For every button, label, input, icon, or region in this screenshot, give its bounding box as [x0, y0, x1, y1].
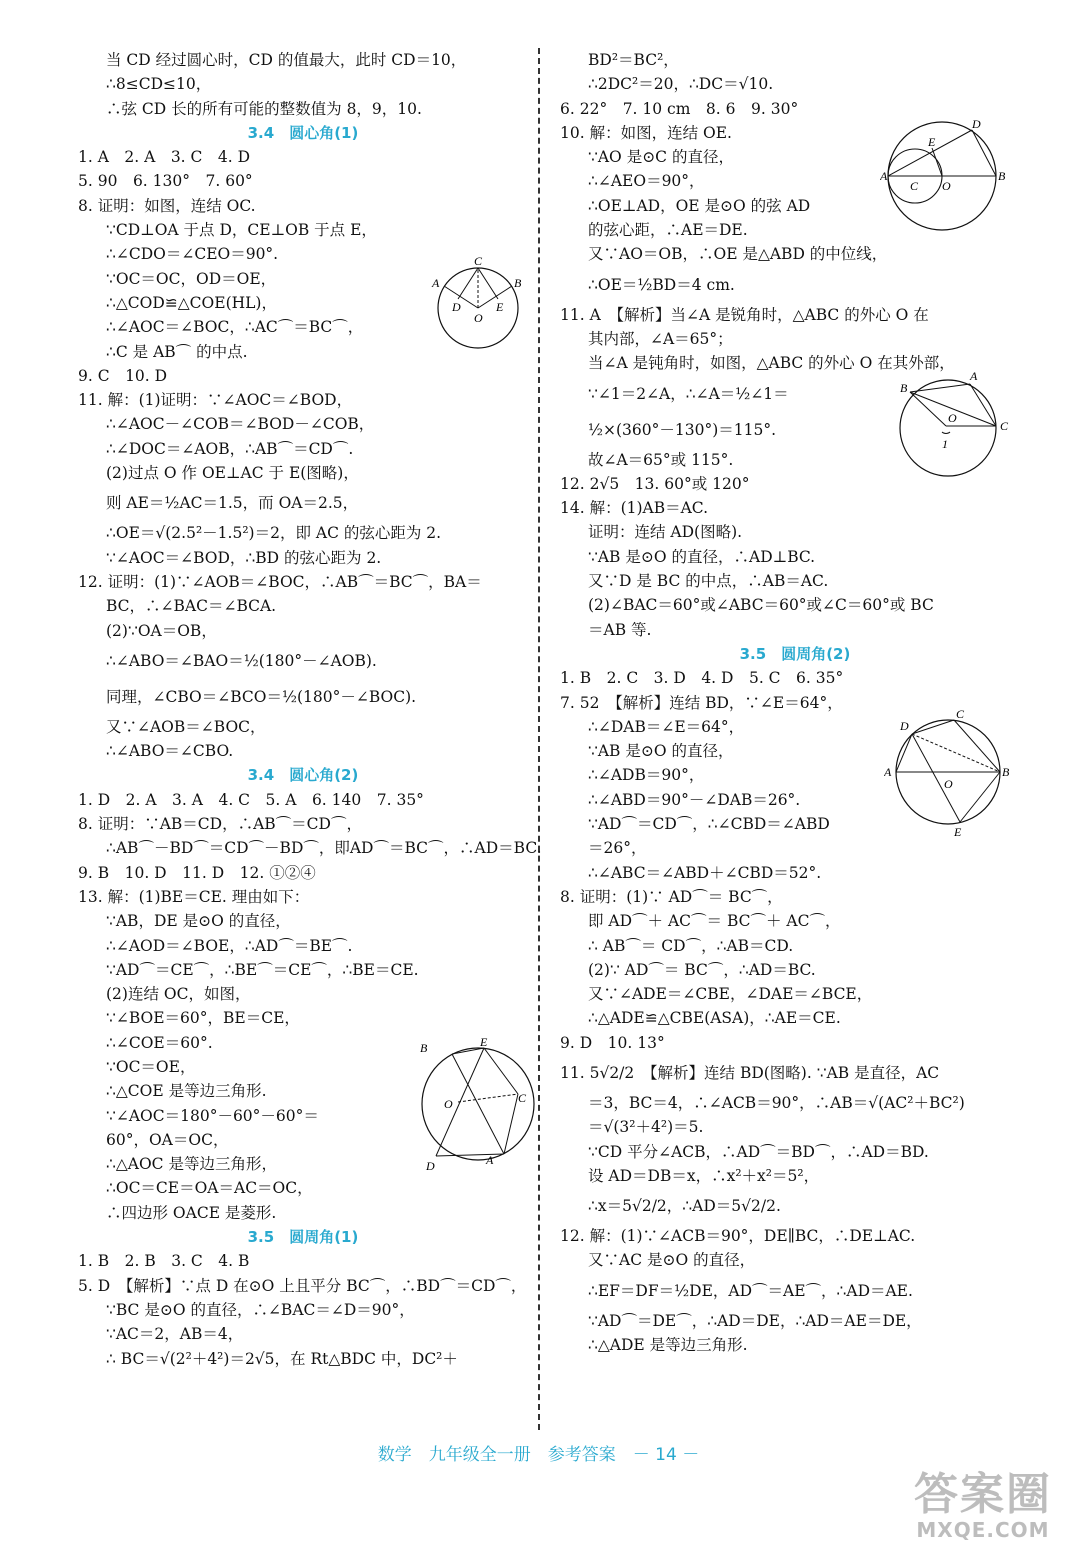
answer-line: 又∵D 是 BC 的中点，∴AB＝AC.	[588, 572, 829, 591]
answer-line: ∴∠AEO＝90°，	[588, 172, 705, 191]
answer-line: 11. 5√2/2 【解析】连结 BD(图略). ∵AB 是直径，AC	[560, 1063, 940, 1082]
answer-line: 8. 证明：∵AB＝CD，∴AB⌒＝CD⌒，	[78, 815, 362, 834]
fig3-label: B	[998, 169, 1006, 183]
answer-line: ∵BC 是⊙O 的直径，∴∠BAC＝∠D＝90°，	[106, 1300, 415, 1319]
answer-line: ∴△AOC 是等边三角形，	[106, 1155, 277, 1174]
fig4-label: O	[948, 411, 957, 425]
fig3-label: O	[942, 179, 951, 193]
answer-line: ∵AC＝2，AB＝4，	[106, 1325, 244, 1344]
answer-line: BC，∴∠BAC＝∠BCA.	[106, 597, 277, 616]
answer-line: 9. C 10. D	[78, 366, 168, 385]
answer-line: ∴△ADE≌△CBE(ASA)，∴AE＝CE.	[588, 1009, 841, 1028]
watermark-logo	[903, 1469, 1063, 1542]
answer-line: ∴2DC²＝20，∴DC＝√10.	[588, 75, 774, 94]
fig2-label: C	[518, 1091, 527, 1105]
answer-line: 即 AD⌒＋ AC⌒＝ BC⌒＋ AC⌒，	[588, 912, 841, 931]
answer-line: 又∵AC 是⊙O 的直径，	[588, 1251, 756, 1270]
answer-line: 8. 证明：如图，连结 OC.	[78, 196, 256, 215]
answer-line: (2)∵OA＝OB，	[106, 621, 217, 640]
answer-line: 当∠A 是钝角时，如图，△ABC 的外心 O 在其外部，	[588, 354, 955, 373]
answer-line: 5. 90 6. 130° 7. 60°	[78, 172, 253, 191]
fig4-label: A	[970, 369, 978, 383]
answer-line: ∴△COE 是等边三角形.	[106, 1082, 267, 1101]
answer-line: ∴AB⌒－BD⌒＝CD⌒－BD⌒，即AD⌒＝BC⌒，∴AD＝BC.	[106, 839, 542, 858]
answer-line: 9. D 10. 13°	[560, 1033, 665, 1052]
fig5-label: B	[1002, 765, 1010, 779]
fig3-label: A	[880, 169, 888, 183]
answer-line: ∴ BC＝√(2²＋4²)＝2√5，在 Rt△BDC 中，DC²＋	[106, 1349, 458, 1368]
answer-line: ∴∠ABD＝90°－∠DAB＝26°.	[588, 790, 801, 809]
answer-line: ∴∠ABO＝∠CBO.	[106, 742, 234, 761]
answer-line: 12. 2√5 13. 60°或 120°	[560, 474, 750, 493]
figure-circle-chords	[428, 256, 528, 360]
answer-line: ∵CD⊥OA 于点 D，CE⊥OB 于点 E，	[106, 221, 377, 240]
answer-line: 9. B 10. D 11. D 12. ①②④	[78, 863, 316, 882]
answer-line: ∵AD⌒＝DE⌒，∴AD＝DE，∴AD＝AE＝DE，	[588, 1311, 922, 1330]
answer-line: 证明：连结 AD(图略).	[588, 523, 743, 542]
answer-line: ∴∠AOC－∠COB＝∠BOD－∠COB，	[106, 415, 375, 434]
fig2-label: E	[480, 1038, 488, 1049]
fig1-label: B	[514, 276, 522, 290]
answer-line: 故∠A＝65°或 115°.	[588, 450, 734, 469]
answer-line: 1. D 2. A 3. A 4. C 5. A 6. 140 7. 35°	[78, 790, 424, 809]
fig5-label: E	[954, 825, 962, 839]
answer-line: 60°，OA＝OC，	[106, 1130, 229, 1149]
column-divider	[538, 48, 540, 1430]
right-column	[560, 48, 1030, 1357]
answer-line: ∴∠AOC＝∠BOC，∴AC⌒＝BC⌒，	[106, 318, 364, 337]
answer-line: 设 AD＝DB＝x，∴x²＋x²＝5²，	[588, 1166, 820, 1185]
answer-line: 当 CD 经过圆心时，CD 的值最大，此时 CD＝10，	[106, 51, 467, 69]
answer-line: 12. 解：(1)∵∠ACB＝90°，DE∥BC，∴DE⊥AC.	[560, 1227, 916, 1246]
section-heading: 3.4 圆心角(2)	[247, 766, 359, 785]
answer-line: ∵AB，DE 是⊙O 的直径，	[106, 912, 291, 931]
answer-line: ∵∠1＝2∠A，∴∠A＝½∠1＝	[588, 384, 789, 403]
fig3-label: C	[910, 179, 919, 193]
answer-line: ∴∠CDO＝∠CEO＝90°.	[106, 245, 279, 264]
answer-line: 13. 解：(1)BE＝CE. 理由如下：	[78, 887, 310, 906]
answer-line: ∴△ADE 是等边三角形.	[588, 1336, 748, 1355]
answer-line: ∴△COD≌△COE(HL)，	[106, 293, 277, 312]
answer-line: 1. B 2. C 3. D 4. D 5. C 6. 35°	[560, 669, 844, 688]
answer-line: 8. 证明：(1)∵ AD⌒＝ BC⌒，	[560, 887, 783, 906]
answer-line: ∵∠AOC＝180°－60°－60°＝	[106, 1106, 319, 1125]
answer-line: 又∵∠AOB＝∠BOC，	[106, 717, 266, 736]
answer-line: ∴OE⊥AD，OE 是⊙O 的弦 AD	[588, 196, 811, 215]
answer-line: 又∵AO＝OB，∴OE 是△ABD 的中位线，	[588, 245, 888, 264]
section-heading: 3.5 圆周角(1)	[247, 1228, 359, 1247]
answer-line: 14. 解：(1)AB＝AC.	[560, 499, 709, 518]
section-heading: 3.4 圆心角(1)	[247, 123, 359, 142]
answer-line: ∵AD⌒＝CE⌒，∴BE⌒＝CE⌒，∴BE＝CE.	[106, 960, 419, 979]
answer-line: ∵OC＝OC，OD＝OE，	[106, 269, 277, 288]
answer-line: ∴x＝5√2/2，∴AD＝5√2/2.	[588, 1197, 781, 1216]
fig1-label: A	[432, 276, 440, 290]
watermark-url: MXQE.COM	[916, 1518, 1050, 1542]
answer-line: ∴∠DAB＝∠E＝64°，	[588, 717, 745, 736]
answer-line: 11. A 【解析】当∠A 是锐角时，△ABC 的外心 O 在	[560, 305, 929, 324]
fig2-label: O	[444, 1097, 453, 1111]
page-footer: 数学 九年级全一册 参考答案 － 14 －	[377, 1445, 700, 1465]
fig2-label: B	[420, 1041, 428, 1055]
answer-line: 同理，∠CBO＝∠BCO＝½(180°－∠BOC).	[106, 687, 417, 706]
answer-line: 其内部，∠A＝65°；	[588, 329, 733, 348]
answer-line: ∴弦 CD 长的所有可能的整数值为 8，9，10.	[106, 99, 422, 118]
answer-line: BD²＝BC²，	[588, 51, 679, 69]
fig1-label: D	[452, 300, 461, 314]
answer-line: ∵AB 是⊙O 的直径，∴AD⊥BC.	[588, 547, 816, 566]
fig4-label: C	[1000, 419, 1009, 433]
fig3-label: D	[972, 117, 981, 131]
answer-line: ∴OE＝√(2.5²－1.5²)＝2，即 AC 的弦心距为 2.	[106, 524, 442, 543]
answer-line: 10. 解：如图，连结 OE.	[560, 123, 732, 142]
answer-line: ∴四边形 OACE 是菱形.	[106, 1203, 277, 1222]
answer-line: ∴OE＝½BD＝4 cm.	[588, 275, 735, 294]
fig1-label: C	[474, 256, 483, 268]
answer-line: 1. A 2. A 3. C 4. D	[78, 148, 251, 167]
answer-line: ＝26°，	[588, 839, 647, 858]
answer-line: 7. 52 【解析】连结 BD，∵∠E＝64°，	[560, 693, 843, 712]
answer-line: 6. 22° 7. 10 cm 8. 6 9. 30°	[560, 99, 799, 118]
answer-line: (2)∠BAC＝60°或∠ABC＝60°或∠C＝60°或 BC	[588, 596, 934, 615]
answer-line: ∴C 是 AB⌒ 的中点.	[106, 342, 248, 361]
section-heading: 3.5 圆周角(2)	[739, 644, 851, 663]
answer-line: ∴8≤CD≤10，	[106, 75, 212, 94]
answer-line: ½×(360°－130°)＝115°.	[588, 420, 777, 439]
answer-line: ∴∠ABC＝∠ABD＋∠CBD＝52°.	[588, 863, 822, 882]
answer-line: ∵CD 平分∠ACB，∴AD⌒＝BD⌒，∴AD＝BD.	[588, 1142, 929, 1161]
answer-line: ∵AB 是⊙O 的直径，	[588, 742, 734, 761]
answer-line: ∴ AB⌒＝ CD⌒，∴AB＝CD.	[588, 936, 794, 955]
answer-line: (2)过点 O 作 OE⊥AC 于 E(图略)，	[106, 464, 359, 483]
fig5-label: A	[884, 765, 892, 779]
answer-line: (2)∵ AD⌒＝ BC⌒，∴AD＝BC.	[588, 960, 816, 979]
answer-line: ∴∠DOC＝∠AOB，∴AB⌒＝CD⌒.	[106, 439, 354, 458]
answer-line: ∴∠ADB＝90°，	[588, 766, 705, 785]
answer-line: 5. D 【解析】∵点 D 在⊙O 上且平分 BC⌒，∴BD⌒＝CD⌒，	[78, 1276, 527, 1295]
answer-line: ∵∠AOC＝∠BOD，∴BD 的弦心距为 2.	[106, 548, 382, 567]
fig1-label: O	[474, 311, 483, 325]
answer-line: 11. 解：(1)证明：∵∠AOC＝∠BOD，	[78, 391, 353, 410]
fig3-label: E	[928, 135, 936, 149]
answer-line: ＝3，BC＝4，∴∠ACB＝90°，∴AB＝√(AC²＋BC²)	[588, 1093, 965, 1112]
fig4-label: 1	[942, 437, 948, 451]
answer-line: ∴∠COE＝60°.	[106, 1033, 213, 1052]
fig1-label: E	[496, 300, 504, 314]
answer-line: 又∵∠ADE＝∠CBE，∠DAE＝∠BCE，	[588, 985, 873, 1004]
fig5-label: D	[900, 719, 909, 733]
answer-line: (2)连结 OC，如图，	[106, 985, 251, 1004]
fig4-label: B	[900, 381, 908, 395]
watermark-text: 答案圈	[914, 1469, 1052, 1520]
answer-line: 则 AE＝½AC＝1.5，而 OA＝2.5，	[106, 494, 359, 513]
answer-line: ∵∠BOE＝60°，BE＝CE，	[106, 1009, 300, 1028]
answer-line: ∵AD⌒＝CD⌒，∴∠CBD＝∠ABD	[588, 815, 830, 834]
fig2-label: D	[426, 1159, 435, 1173]
fig5-label: C	[956, 707, 965, 721]
answer-line: ∴EF＝DF＝½DE，AD⌒＝AE⌒，∴AD＝AE.	[588, 1281, 913, 1300]
figure-inscribed-angles	[884, 706, 1012, 844]
fig5-label: O	[944, 777, 953, 791]
answer-line: 的弦心距，∴AE＝DE.	[588, 221, 748, 240]
answer-line: ∵OC＝OE，	[106, 1057, 196, 1076]
answer-line: ∴∠ABO＝∠BAO＝½(180°－∠AOB).	[106, 651, 377, 670]
figure-two-circles	[880, 116, 1010, 238]
fig2-label: A	[486, 1153, 494, 1167]
answer-line: ＝AB 等.	[588, 620, 652, 639]
answer-line: 12. 证明：(1)∵∠AOB＝∠BOC，∴AB⌒＝BC⌒，BA＝	[78, 572, 482, 591]
figure-circumcenter	[898, 366, 1016, 488]
answer-line: ∴OC＝CE＝OA＝AC＝OC，	[106, 1179, 313, 1198]
answer-line: ∴∠AOD＝∠BOE，∴AD⌒＝BE⌒.	[106, 936, 353, 955]
answer-line: 1. B 2. B 3. C 4. B	[78, 1252, 250, 1271]
answer-line: ∵AO 是⊙C 的直径，	[588, 148, 734, 167]
answer-line: ＝√(3²＋4²)＝5.	[588, 1118, 704, 1137]
figure-circle-rhombus	[418, 1038, 536, 1178]
